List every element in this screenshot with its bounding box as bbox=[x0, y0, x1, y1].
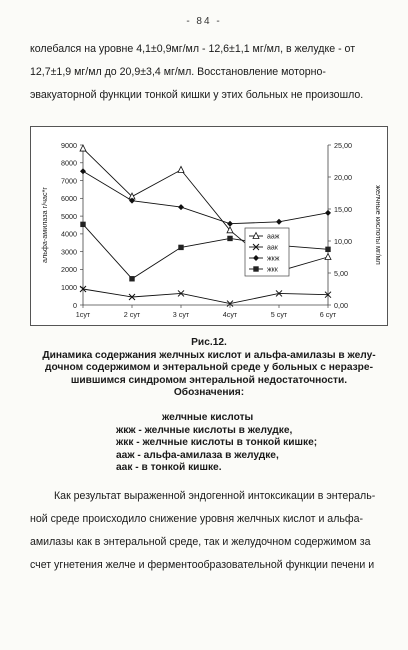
outro-line: счет угнетения желче и ферментообразовательной функции печени и bbox=[30, 559, 375, 571]
intro-paragraph bbox=[30, 38, 388, 107]
outro-line: ной среде происходило снижение уровня желчных кислот и альфа- bbox=[30, 513, 364, 525]
series-point-2 bbox=[227, 221, 233, 227]
series-line-1 bbox=[83, 289, 328, 304]
y-left-tick-label: 6000 bbox=[61, 194, 77, 204]
legend-label-2: жкж bbox=[267, 255, 280, 263]
series-line-0 bbox=[83, 149, 328, 272]
x-tick-label: 4сут bbox=[222, 310, 238, 319]
legend-label-1: аак bbox=[267, 244, 278, 252]
caption-line: шившимся синдромом энтеральной недостаточности. bbox=[70, 374, 348, 386]
series-point-0 bbox=[178, 166, 184, 172]
legend-line: аак - в тонкой кишке. bbox=[116, 462, 222, 473]
y-right-axis-title: желчные кислоты мг/мл bbox=[374, 185, 383, 265]
legend-line: жкк - желчные кислоты в тонкой кишке; bbox=[116, 437, 318, 448]
legend-heading: желчные кислоты bbox=[162, 412, 254, 423]
caption-line: Обозначения: bbox=[173, 387, 245, 398]
series-point-3 bbox=[178, 245, 183, 250]
series-line-3 bbox=[83, 224, 328, 278]
legend-explanations bbox=[116, 412, 317, 475]
y-left-axis-title: альфа-амилаза г/час*г bbox=[40, 187, 49, 263]
intro-line: эвакуаторной функции тонкой кишки у этих больных не произошло. bbox=[30, 89, 364, 101]
y-left-tick-label: 2000 bbox=[61, 265, 77, 275]
series-line-2 bbox=[83, 171, 328, 223]
y-right-tick-label: 0,00 bbox=[334, 300, 348, 310]
line-chart bbox=[31, 127, 387, 325]
series-point-0 bbox=[325, 254, 331, 260]
page-number: - 84 - bbox=[186, 16, 222, 27]
series-point-0 bbox=[80, 145, 86, 151]
series-point-2 bbox=[276, 219, 282, 225]
series-point-3 bbox=[80, 222, 85, 227]
series-point-3 bbox=[129, 276, 134, 281]
y-left-tick-label: 7000 bbox=[61, 176, 77, 186]
series-point-3 bbox=[325, 247, 330, 252]
figure-caption bbox=[30, 337, 388, 400]
y-left-tick-label: 1000 bbox=[61, 283, 77, 293]
series-point-3 bbox=[227, 236, 232, 241]
y-left-tick-label: 0 bbox=[73, 300, 77, 310]
y-left-tick-label: 4000 bbox=[61, 229, 77, 239]
x-tick-label: 5 сут bbox=[270, 310, 288, 319]
caption-line: Рис.12. bbox=[191, 337, 227, 348]
y-left-tick-label: 9000 bbox=[61, 140, 77, 150]
legend-marker-3 bbox=[253, 266, 258, 271]
y-right-tick-label: 20,00 bbox=[334, 172, 352, 182]
series-point-2 bbox=[178, 204, 184, 210]
y-left-tick-label: 5000 bbox=[61, 211, 77, 221]
x-tick-label: 2 сут bbox=[123, 310, 141, 319]
x-tick-label: 3 сут bbox=[172, 310, 190, 319]
caption-line: дочном содержимом и энтеральной среде у больных с неразре- bbox=[45, 362, 373, 373]
y-left-tick-label: 3000 bbox=[61, 247, 77, 257]
chart-frame bbox=[30, 126, 388, 326]
y-right-tick-label: 5,00 bbox=[334, 268, 348, 278]
outro-line: Как результат выраженной эндогенной интоксикации в энтераль- bbox=[54, 490, 376, 502]
intro-line: колебался на уровне 4,1±0,9мг/мл - 12,6±1,1 мг/мл, в желудке - от bbox=[30, 43, 356, 55]
outro-paragraph bbox=[30, 485, 388, 577]
y-right-tick-label: 10,00 bbox=[334, 236, 352, 246]
series-point-2 bbox=[325, 210, 331, 216]
outro-line: амилазы как в энтеральной среде, так и желудочном содержимом за bbox=[30, 536, 371, 548]
legend-line: аaж - альфа-амилаза в желудке, bbox=[116, 449, 279, 461]
x-tick-label: 1сут bbox=[75, 310, 91, 319]
x-tick-label: 6 сут bbox=[319, 310, 337, 319]
legend-line: жкж - желчные кислоты в желудке, bbox=[116, 424, 293, 436]
legend-label-3: жкк bbox=[267, 266, 278, 274]
y-left-tick-label: 8000 bbox=[61, 158, 77, 168]
legend-label-0: аaж bbox=[267, 233, 280, 241]
intro-line: 12,7±1,9 мг/мл до 20,9±3,4 мг/мл. Восстановление моторно- bbox=[30, 66, 326, 78]
series-point-2 bbox=[80, 168, 86, 174]
y-right-tick-label: 25,00 bbox=[334, 140, 352, 150]
y-right-tick-label: 15,00 bbox=[334, 204, 352, 214]
caption-line: Динамика содержания желчных кислот и альфа-амилазы в желу- bbox=[42, 349, 376, 361]
